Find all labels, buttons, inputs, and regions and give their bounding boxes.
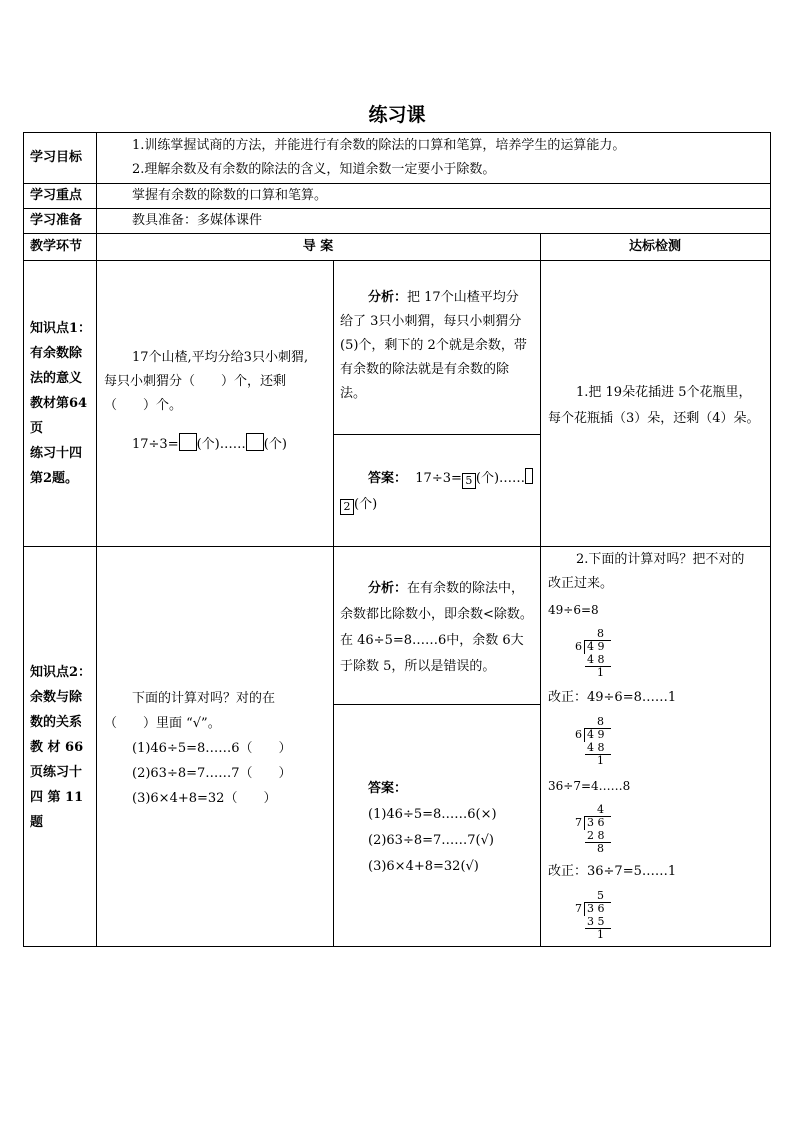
goal-label: 学习目标 bbox=[30, 150, 83, 165]
kp1-check: 1.把 19朵花插进 5个花瓶里， 每个花瓶插（3）朵，还剩（4）朵。 bbox=[548, 385, 760, 426]
list-item: (1)46÷5=8……6（ ） bbox=[132, 741, 292, 756]
fix-1: 改正：49÷6=8……1 bbox=[548, 690, 677, 705]
list-item: (3)6×4+8=32（ ） bbox=[132, 791, 277, 806]
list-item: (3)6×4+8=32(√) bbox=[368, 859, 479, 874]
long-division-4: 5 7 3 6 3 5 1 bbox=[575, 890, 615, 944]
header-col-3: 达标检测 bbox=[628, 239, 681, 254]
kp2-label: 知识点2： 余数与除 数的关系 教 材 66 页练习十 四 第 11 题 bbox=[30, 665, 92, 830]
goal-line-1: 1.训练掌握试商的方法，并能进行有余数的除法的口算和笔算，培养学生的运算能力。 bbox=[132, 138, 626, 153]
answer-box[interactable] bbox=[246, 433, 264, 451]
list-item: (2)63÷8=7……7(√) bbox=[368, 833, 494, 848]
kp2-question: 下面的计算对吗？对的在 （ ）里面 “√”。 (1)46÷5=8……6（ ） (2)63÷8=7……7（ ） (3)6×4+8=32（ ） bbox=[104, 686, 292, 811]
page-title: 练习课 bbox=[368, 104, 426, 126]
calc-1: 49÷6=8 bbox=[548, 603, 599, 617]
kp1-label: 知识点1： 有余数除 法的意义 教材第64 页 练习十四 第2题。 bbox=[30, 321, 92, 486]
header-col-2: 导 案 bbox=[302, 239, 334, 254]
kp1-answer: 答案： 17÷3= 5 (个)…… 2 (个) bbox=[340, 466, 533, 518]
list-item: (1)46÷5=8……6(×) bbox=[368, 807, 497, 822]
long-division-3: 4 7 3 6 2 8 8 bbox=[575, 804, 615, 858]
long-division-2: 8 6 4 9 4 8 1 bbox=[575, 716, 615, 770]
prep-text: 教具准备：多媒体课件 bbox=[132, 213, 263, 228]
kp2-answer: 答案： (1)46÷5=8……6(×) (2)63÷8=7……7(√) (3)6×4+8=32(√) bbox=[340, 776, 497, 880]
long-division-1: 8 6 4 9 4 8 1 bbox=[575, 628, 615, 682]
focus-label: 学习重点 bbox=[30, 188, 83, 203]
list-item: (2)63÷8=7……7（ ） bbox=[132, 766, 292, 781]
kp1-analysis: 分析：把 17个山楂平均分 给了 3只小刺猬，每只小刺猬分 (5)个，剩下的 2个就是余数，带 有余数的除法就是有余数的除 法。 bbox=[340, 290, 527, 401]
kp1-question: 17个山楂,平均分给3只小刺猬, 每只小刺猬分（ ）个，还剩 （ ）个。 bbox=[104, 350, 309, 413]
goal-line-2: 2.理解余数及有余数的除法的含义，知道余数一定要小于除数。 bbox=[132, 162, 496, 177]
header-col-1: 教学环节 bbox=[30, 239, 83, 254]
prep-label: 学习准备 bbox=[30, 213, 83, 228]
kp2-check-intro: 2.下面的计算对吗？把不对的 改正过来。 bbox=[548, 552, 745, 591]
calc-2: 36÷7=4……8 bbox=[548, 779, 631, 793]
focus-text: 掌握有余数的除数的口算和笔算。 bbox=[132, 188, 328, 203]
kp1-expression: 17÷3= (个)…… (个) bbox=[132, 433, 287, 457]
fix-2: 改正：36÷7=5……1 bbox=[548, 864, 677, 879]
kp2-analysis: 分析：在有余数的除法中， 余数都比除数小，即余数<除数。 在 46÷5=8……6中，余数 6大 于除数 5，所以是错误的。 bbox=[340, 581, 533, 674]
answer-box[interactable] bbox=[179, 433, 197, 451]
